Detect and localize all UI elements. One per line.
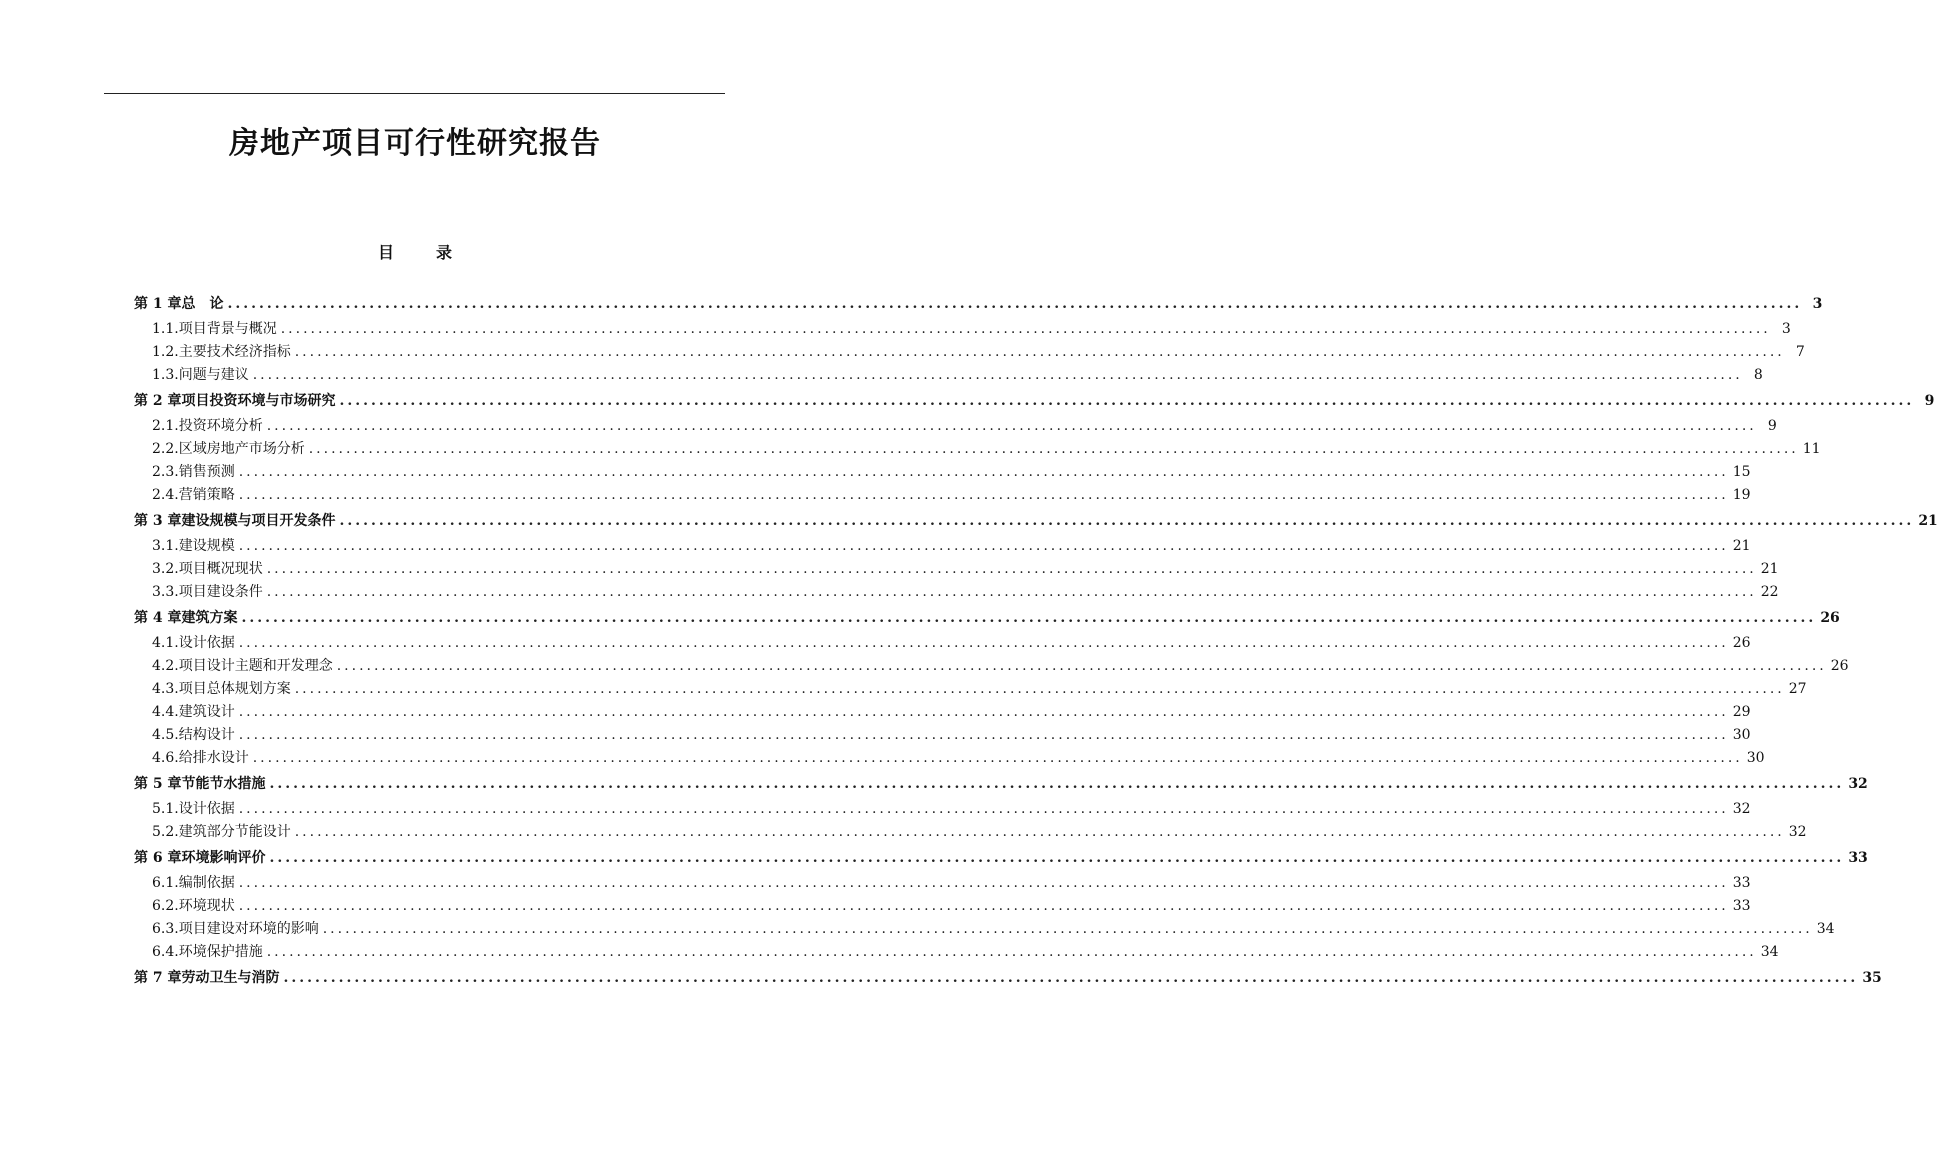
toc-entry-label: 总 论 <box>181 296 224 312</box>
toc-entry-page: 3 <box>1812 296 1823 312</box>
toc-entry-number: 1.3. <box>152 367 179 383</box>
toc-entry-number: 4.6. <box>152 750 179 766</box>
toc-section-entry[interactable] <box>134 438 1821 461</box>
toc-entry-page: 26 <box>1830 658 1849 674</box>
toc-leader-dots: ........................................................................................................................................................................................................ <box>252 750 1743 766</box>
toc-section-entry[interactable] <box>134 341 1805 364</box>
toc-section-entry[interactable] <box>134 678 1807 701</box>
toc-leader-dots: ........................................................................................................................................................................................................ <box>308 441 1799 457</box>
toc-chapter-entry[interactable] <box>134 390 1935 415</box>
toc-leader-dots: ........................................................................................................................................................................................................ <box>266 418 1757 434</box>
toc-entry-page: 22 <box>1760 584 1779 600</box>
toc-leader-dots: ........................................................................................................................................................................................................ <box>241 610 1817 626</box>
toc-section-entry[interactable] <box>134 895 1751 918</box>
toc-entry-page: 29 <box>1732 704 1751 720</box>
toc-leader-dots: ........................................................................................................................................................................................................ <box>283 970 1859 986</box>
toc-entry-label: 环境影响评价 <box>181 850 266 866</box>
toc-entry-label: 环境保护措施 <box>178 944 263 960</box>
toc-entry-page: 33 <box>1732 898 1751 914</box>
toc-entry-number: 4.3. <box>152 681 179 697</box>
toc-entry-label: 项目设计主题和开发理念 <box>178 658 333 674</box>
toc-entry-number: 2.2. <box>152 441 179 457</box>
toc-leader-dots: ........................................................................................................................................................................................................ <box>294 344 1785 360</box>
toc-leader-dots: ........................................................................................................................................................................................................ <box>238 538 1729 554</box>
toc-leader-dots: ........................................................................................................................................................................................................ <box>238 635 1729 651</box>
toc-entry-label: 营销策略 <box>178 487 235 503</box>
toc-entry-page: 30 <box>1746 750 1765 766</box>
toc-entry-number: 第 6 章 <box>134 850 182 866</box>
toc-entry-label: 项目建设对环境的影响 <box>178 921 319 937</box>
toc-entry-page: 15 <box>1732 464 1751 480</box>
toc-entry-label: 环境现状 <box>178 898 235 914</box>
toc-section-entry[interactable] <box>134 558 1779 581</box>
toc-entry-label: 建设规模与项目开发条件 <box>181 513 336 529</box>
toc-leader-dots: ........................................................................................................................................................................................................ <box>269 776 1845 792</box>
toc-entry-label: 项目概况现状 <box>178 561 263 577</box>
toc-section-entry[interactable] <box>134 415 1777 438</box>
toc-entry-number: 第 1 章 <box>134 296 182 312</box>
toc-entry-page: 32 <box>1788 824 1807 840</box>
toc-entry-number: 4.5. <box>152 727 179 743</box>
toc-entry-number: 6.4. <box>152 944 179 960</box>
toc-entry-label: 主要技术经济指标 <box>178 344 291 360</box>
toc-section-entry[interactable] <box>134 724 1751 747</box>
toc-entry-label: 结构设计 <box>178 727 235 743</box>
toc-heading-left: 目 <box>377 243 394 262</box>
toc-section-entry[interactable] <box>134 535 1751 558</box>
toc-entry-page: 32 <box>1848 776 1868 792</box>
toc-chapter-entry[interactable] <box>134 510 1938 535</box>
toc-leader-dots: ........................................................................................................................................................................................................ <box>238 487 1729 503</box>
toc-entry-page: 35 <box>1862 970 1882 986</box>
toc-entry-page: 21 <box>1732 538 1751 554</box>
toc-entry-page: 11 <box>1802 441 1821 457</box>
toc-chapter-entry[interactable] <box>134 847 1868 872</box>
header-rule <box>104 93 725 94</box>
toc-chapter-entry[interactable] <box>134 773 1868 798</box>
toc-entry-label: 编制依据 <box>178 875 235 891</box>
toc-entry-page: 32 <box>1732 801 1751 817</box>
toc-leader-dots: ........................................................................................................................................................................................................ <box>339 513 1915 529</box>
toc-entry-number: 3.1. <box>152 538 179 554</box>
toc-entry-label: 项目建设条件 <box>178 584 263 600</box>
toc-entry-label: 建筑设计 <box>178 704 235 720</box>
toc-entry-number: 第 4 章 <box>134 610 182 626</box>
toc-entry-number: 第 7 章 <box>134 970 182 986</box>
toc-leader-dots: ........................................................................................................................................................................................................ <box>266 584 1757 600</box>
toc-entry-page: 9 <box>1924 393 1935 409</box>
toc-leader-dots: ........................................................................................................................................................................................................ <box>238 898 1729 914</box>
toc-section-entry[interactable] <box>134 747 1765 770</box>
toc-section-entry[interactable] <box>134 364 1763 387</box>
toc-chapter-entry[interactable] <box>134 607 1840 632</box>
toc-leader-dots: ........................................................................................................................................................................................................ <box>238 801 1729 817</box>
toc-leader-dots: ........................................................................................................................................................................................................ <box>269 850 1845 866</box>
toc-entry-label: 建设规模 <box>178 538 235 554</box>
toc-entry-number: 4.4. <box>152 704 179 720</box>
toc-entry-number: 3.3. <box>152 584 179 600</box>
toc-section-entry[interactable] <box>134 632 1751 655</box>
toc-leader-dots: ........................................................................................................................................................................................................ <box>339 393 1915 409</box>
toc-entry-label: 劳动卫生与消防 <box>181 970 280 986</box>
toc-heading-right: 录 <box>436 243 453 262</box>
toc-section-entry[interactable] <box>134 461 1751 484</box>
toc-leader-dots: ........................................................................................................................................................................................................ <box>252 367 1743 383</box>
toc-section-entry[interactable] <box>134 484 1751 507</box>
toc-entry-number: 1.1. <box>152 321 179 337</box>
toc-leader-dots: ........................................................................................................................................................................................................ <box>280 321 1771 337</box>
toc-entry-number: 第 3 章 <box>134 513 182 529</box>
toc-leader-dots: ........................................................................................................................................................................................................ <box>266 561 1757 577</box>
toc-leader-dots: ........................................................................................................................................................................................................ <box>322 921 1813 937</box>
toc-entry-label: 设计依据 <box>178 801 235 817</box>
toc-entry-label: 给排水设计 <box>178 750 249 766</box>
toc-entry-number: 5.1. <box>152 801 179 817</box>
toc-entry-number: 6.2. <box>152 898 179 914</box>
toc-entry-label: 项目背景与概况 <box>178 321 277 337</box>
toc-entry-number: 2.1. <box>152 418 179 434</box>
toc-entry-page: 34 <box>1816 921 1835 937</box>
toc-entry-number: 第 2 章 <box>134 393 182 409</box>
toc-entry-page: 21 <box>1918 513 1938 529</box>
toc-entry-number: 5.2. <box>152 824 179 840</box>
toc-entry-label: 项目总体规划方案 <box>178 681 291 697</box>
toc-entry-page: 21 <box>1760 561 1779 577</box>
toc-section-entry[interactable] <box>134 581 1779 604</box>
toc-entry-page: 33 <box>1732 875 1751 891</box>
toc-section-entry[interactable] <box>134 318 1791 341</box>
toc-leader-dots: ........................................................................................................................................................................................................ <box>227 296 1803 312</box>
toc-leader-dots: ........................................................................................................................................................................................................ <box>238 704 1729 720</box>
toc-chapter-entry[interactable] <box>134 293 1823 318</box>
toc-entry-number: 2.3. <box>152 464 179 480</box>
toc-entry-number: 4.2. <box>152 658 179 674</box>
toc-entry-page: 9 <box>1767 418 1777 434</box>
toc-section-entry[interactable] <box>134 821 1807 844</box>
table-of-contents <box>134 293 1938 992</box>
toc-entry-number: 3.2. <box>152 561 179 577</box>
page-title: 房地产项目可行性研究报告 <box>229 126 601 161</box>
toc-entry-page: 27 <box>1788 681 1807 697</box>
toc-entry-number: 2.4. <box>152 487 179 503</box>
toc-leader-dots: ........................................................................................................................................................................................................ <box>294 824 1785 840</box>
toc-entry-number: 第 5 章 <box>134 776 182 792</box>
toc-entry-page: 3 <box>1781 321 1791 337</box>
toc-entry-page: 19 <box>1732 487 1751 503</box>
toc-leader-dots: ........................................................................................................................................................................................................ <box>238 727 1729 743</box>
toc-section-entry[interactable] <box>134 941 1779 964</box>
toc-entry-label: 问题与建议 <box>178 367 249 383</box>
toc-entry-number: 1.2. <box>152 344 179 360</box>
toc-leader-dots: ........................................................................................................................................................................................................ <box>294 681 1785 697</box>
toc-entry-label: 销售预测 <box>178 464 235 480</box>
toc-section-entry[interactable] <box>134 798 1751 821</box>
toc-entry-label: 项目投资环境与市场研究 <box>181 393 336 409</box>
toc-entry-page: 34 <box>1760 944 1779 960</box>
toc-entry-number: 6.1. <box>152 875 179 891</box>
toc-entry-page: 26 <box>1732 635 1751 651</box>
toc-section-entry[interactable] <box>134 701 1751 724</box>
toc-section-entry[interactable] <box>134 918 1835 941</box>
toc-entry-label: 建筑部分节能设计 <box>178 824 291 840</box>
toc-entry-page: 30 <box>1732 727 1751 743</box>
toc-leader-dots: ........................................................................................................................................................................................................ <box>238 464 1729 480</box>
toc-entry-page: 7 <box>1795 344 1805 360</box>
toc-heading <box>0 240 830 263</box>
toc-section-entry[interactable] <box>134 872 1751 895</box>
toc-entry-label: 区域房地产市场分析 <box>178 441 305 457</box>
toc-entry-page: 26 <box>1820 610 1840 626</box>
toc-leader-dots: ........................................................................................................................................................................................................ <box>266 944 1757 960</box>
toc-chapter-entry[interactable] <box>134 967 1882 992</box>
toc-leader-dots: ........................................................................................................................................................................................................ <box>238 875 1729 891</box>
toc-entry-page: 33 <box>1848 850 1868 866</box>
toc-entry-label: 节能节水措施 <box>181 776 266 792</box>
toc-entry-label: 建筑方案 <box>181 610 238 626</box>
toc-section-entry[interactable] <box>134 655 1849 678</box>
toc-entry-number: 4.1. <box>152 635 179 651</box>
toc-entry-number: 6.3. <box>152 921 179 937</box>
toc-leader-dots: ........................................................................................................................................................................................................ <box>336 658 1827 674</box>
toc-entry-label: 投资环境分析 <box>178 418 263 434</box>
toc-entry-label: 设计依据 <box>178 635 235 651</box>
toc-entry-page: 8 <box>1753 367 1763 383</box>
